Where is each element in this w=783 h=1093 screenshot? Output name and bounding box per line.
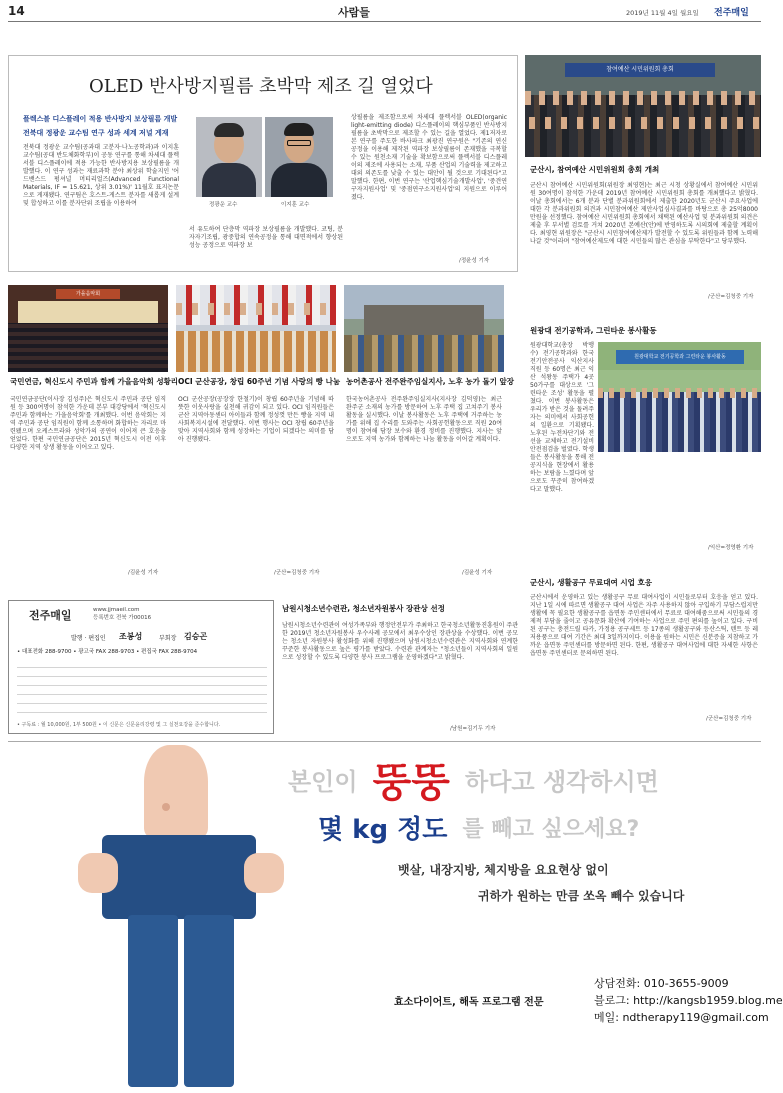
masthead-publisher-label: 발행 · 편집인 xyxy=(71,635,106,642)
concert-banner: 가을음악회 xyxy=(56,289,120,299)
bread-body: OCI 군산공장(공장장 한철기)이 창립 60주년을 기념해 따뜻한 이웃사랑을 실천해 귀감이 되고 있다. OCI 임직원들은 군산 지역아동센터 아이들과 함께 정성껏 만든 빵을 지역 내 사회복지시설에 전달했다. 이번 행사는 OCI 창립 60주년을 맞아 지역사회와 함께 성장하는 기업이 되겠다는 의미를 담아 진행됐다. xyxy=(178,396,334,443)
concert-photo xyxy=(8,285,168,372)
lead-subhead-2: 전북대 정광운 교수팀 연구 성과 세계 저널 게재 xyxy=(23,129,169,137)
masthead-footer: • 구독료 : 월 10,000원, 1부 500원 • 이 신문은 신문윤리강령 및 그 실천요강을 준수합니다. xyxy=(17,722,221,728)
masthead-logo: 전주매일 xyxy=(29,609,72,622)
concert-byline: /김윤성 기자 xyxy=(128,570,159,576)
ad-sub1: 뱃살, 내장지방, 체지방을 요요현상 없이 xyxy=(398,863,609,877)
namwon-byline: /남원=김기두 기자 xyxy=(450,726,496,732)
ad-email: 메일: ndtherapy119@gmail.com xyxy=(594,1011,769,1024)
namwon-body: 남원시청소년수련관이 여성가족부와 행정안전부가 주최하고 한국청소년활동진흥원이 주관한 2019년 청소년자원봉사 우수사례 공모에서 최우수상인 장관상을 수상했다. 이번 공모는 청소년 자원봉사 활성화를 위해 진행됐으며 남원시청소년수련관은 지역사회와 연계한 꾸준한 봉사활동으로 높은 평가를 받았다. 수련관 관계자는 "청소년들이 지역사회의 일원으로 성장할 수 있도록 다양한 봉사 프로그램을 운영하겠다"고 밝혔다. xyxy=(282,622,518,661)
page-number: 14 xyxy=(8,4,25,18)
lead-byline: /정윤성 기자 xyxy=(459,258,490,264)
gunsan-body: 군산시 참여예산 시민위원회(위원장 최영현)는 최근 시청 상황실에서 참여예산 시민위원 30여명이 참석한 가운데 2019년 참여예산 시민위원회 총회를 개최했다고 밝혔다. 이날 총회에서는 6개 분과 단별 분과위원회에서 제출한 2020년도 군산시 주요사업에 대한 각 분과위원회 의견과 시민참여예산 제안사업심사결과를 바탕으로 총 25억8000만원을 선정했다. 참여예산 시민위원회 총회에서 채택된 예산사업 및 분과위원회 의견은 제출 후 부서별 검토를 거쳐 2020년 본예산(안)에 반영하도록 시의회에 제출할 계획이다. 최영현 위원장은 "군산시 시민참여예산제가 발전할 수 있도록 위원들과 함께 노력해 나갈 것"이라며 "참여예산제도에 대한 시민들의 많은 관심을 부탁한다"고 당부했다. xyxy=(530,182,758,245)
ad-line2-post: 를 빼고 싶으세요? xyxy=(462,817,640,842)
wonkwang-headline: 원광대 전기공학과, 그린타운 봉사활동 xyxy=(530,326,657,335)
wonkwang-byline: /익산=정영환 기자 xyxy=(708,545,754,551)
tools-byline: /군산=김청중 기자 xyxy=(706,716,752,722)
farmhouse-headline: 농어촌공사 전주완주임실지사, 노후 농가 돌기 앞장 xyxy=(346,377,515,386)
concert-body: 국민연금공단(이사장 김성주)은 혁신도시 주민과 공단 임직원 등 300여명이 참석한 가운데 본부 대강당에서 '혁신도시 주민과 함께하는 가을음악회'를 개최했다. 이번 음악회는 지역 주민과 공단 임직원이 함께 소통하며 화합하는 자리로 마련됐으며 오케스트라와 성악가의 공연이 이어져 큰 호응을 얻었다. 한편 국민연금공단은 2015년 혁신도시 이전 이후 다양한 지역 상생 활동을 이어오고 있다. xyxy=(10,396,166,451)
namwon-headline: 남원시청소년수련관, 청소년자원봉사 장관상 선정 xyxy=(282,604,445,613)
portrait-photo-2 xyxy=(265,117,333,197)
wonkwang-banner: 원광대학교 전기공학과 그린타운 봉사활동 xyxy=(616,350,744,364)
tools-body: 군산시에서 운영하고 있는 생활공구 무료 대여사업이 시민들로부터 호응을 얻고 있다. 지난 1일 시에 따르면 생활공구 대여 사업은 자주 사용하지 않아 구입하기 부담스럽지만 생활에 꼭 필요한 생활공구를 읍면동 주민센터에서 무료로 대여해줌으로써 시민들의 경제적 부담을 줄이고 공유문화 확산에 기여하는 사업으로 주민 편의를 높이고 있다. 구비된 공구는 충전드릴 타카, 가정용 공구세트 등 17종의 생활공구와 등산스틱, 텐트 등 레저용품으로 대여 기간은 최대 3일까지이다. 이용을 원하는 시민은 신분증을 지참하고 가까운 읍면동 주민센터를 방문하면 된다. 한편, 생활공구 대여사업에 대한 자세한 사항은 읍면동 주민센터로 문의하면 된다. xyxy=(530,594,758,657)
masthead-editor-label: 부회장 xyxy=(159,635,177,642)
header-newspaper: 전주매일 xyxy=(714,8,749,18)
lead-subhead-1: 플렉스블 디스플레이 적용 반사방지 보상필름 개발 xyxy=(23,115,178,123)
ad-phone: 상담전화: 010-3655-9009 xyxy=(594,977,729,990)
farmhouse-byline: /김윤성 기자 xyxy=(462,570,493,576)
lead-headline: OLED 반사방지필름 초박막 제조 길 열었다 xyxy=(89,76,433,97)
bread-headline: OCI 군산공장, 창립 60주년 기념 사랑의 빵 나눔 xyxy=(178,377,341,386)
lead-body-col3: 상필름을 제조함으로써 차세대 플렉서블 OLED(organic light-emitting diode) 디스플레이의 핵심부품인 반사방지 필름을 초박막으로 제조할 수 있는 길을 열었다. 제1저자로 본 연구를 주도한 바사파크 최광진 연구원은 "기존의 연신 공정을 이용해 제작된 역파장 보상필름이 존재했을 극복할 수 있는 원천소재 기술을 확보함으로써 플렉서블 디스플레이의 제조에 사용되는 소재, 부품 산업의 기술력을 제고하고 대외 의존도를 낮출 수 있는 대안이 될 것으로 기대된다"고 말했다. 한편, 이번 연구는 '산업핵심기술개발사업', '중견연구자지원사업' 및 '중점연구소지원사업'의 지원으로 이루어졌다. xyxy=(351,114,507,201)
bread-photo xyxy=(176,285,336,372)
diet-ad xyxy=(8,745,783,1089)
header-date: 2019년 11월 4일 월요일 xyxy=(626,9,699,17)
lead-body-col1: 전북대 정광운 교수팀(공과대 고분자·나노공학과)과 이지훈 교수팀(공대 반도체화학부)이 공동 연구를 통해 차세대 플렉서블 디스플레이에 적용 가능한 반사방지용 보상필름을 개발했다. 이 연구 성과는 재료과학 분야 최상위 학술지인 '어드밴스드 펑셔널 머티리얼즈(Advanced Functional Materials, IF = 15.621, 상위 3.01%)' 11월호 표지논문으로 게재됐다. 연구팀은 호스트-게스트 분자를 새롭게 설계 및 합성하고 이를 분자단위 조립을 이용하여 xyxy=(23,144,179,207)
concert-headline: 국민연금, 혁신도시 주민과 함께 가을음악회 성황리 xyxy=(10,377,179,386)
masthead-contacts: • 대표전화 288-9700 • 광고국 FAX 288-9703 • 편집국 FAX 288-9704 xyxy=(17,649,198,655)
page-header xyxy=(8,4,761,20)
ad-rule xyxy=(8,741,761,742)
farmhouse-photo xyxy=(344,285,504,372)
farmhouse-body: 한국농어촌공사 전주완주임실지사(지사장 김덕영)는 최근 완주군 소재의 농가를 방문하여 노후 주택 집 고쳐주기 봉사활동을 실시했다. 이날 봉사활동은 노후 주택에 거주하는 농가를 위해 집 수리를 도와주는 사회공헌활동으로 직원 20여명이 참여해 담장 보수와 환경 정비를 진행했다. 지사는 앞으로도 지역 농가와 함께하는 나눔 활동을 이어갈 계획이다. xyxy=(346,396,502,443)
tools-headline: 군산시, 생활공구 무료대여 시업 호응 xyxy=(530,578,652,587)
wonkwang-body: 원광대학교(총장 박맹수) 전기공학과와 한국전기안전공사 익산지사 직원 등 60명은 최근 익산 석왕동 주택가 4곳 50가구를 대상으로 '그린타운 조성' 활동을 펼쳤다. 이번 봉사활동은 우리가 받은 것을 돌려주자는 의미에서 사회공헌의 일환으로 기획됐다. 노후된 누전차단기와 전선을 교체하고 전기설비 안전점검을 벌였다. 학생들은 봉사활동을 통해 전공지식을 현장에서 활용하는 보람을 느꼈다며 앞으로도 꾸준히 참여하겠다고 말했다. xyxy=(530,342,594,493)
gunsan-byline: /군산=김청중 기자 xyxy=(708,294,754,300)
wonkwang-body-continued xyxy=(530,456,758,526)
wonkwang-photo xyxy=(598,342,761,452)
ad-line1 xyxy=(288,751,659,808)
masthead-box xyxy=(8,600,274,734)
masthead-publisher: 조봉성 xyxy=(119,632,143,641)
header-rule xyxy=(8,21,761,22)
portrait-photo-1 xyxy=(196,117,262,197)
ad-tagline: 효소다이어트, 해독 프로그램 전문 xyxy=(394,997,544,1008)
gunsan-banner: 참여예산 시민위원회 총회 xyxy=(565,63,715,77)
ad-blog: 블로그: http://kangsb1959.blog.me xyxy=(594,994,783,1007)
lead-article xyxy=(8,55,518,272)
masthead-directory xyxy=(17,659,267,717)
woman-figure xyxy=(58,745,288,1089)
ad-line2-pre: 몇 kg 정도 xyxy=(318,815,448,845)
portrait-caption-2: 이지훈 교수 xyxy=(281,202,310,208)
masthead-site: www.jjmaeil.com xyxy=(93,607,140,613)
masthead-editor: 김승곤 xyxy=(184,632,208,641)
portrait-caption-1: 정광운 교수 xyxy=(209,202,238,208)
ad-line1-pre: 본인이 xyxy=(288,768,358,796)
bread-byline: /군산=김청중 기자 xyxy=(274,570,320,576)
ad-line1-big: 뚱뚱 xyxy=(372,760,450,806)
lead-body-col2: 서 유도하여 단층막 역파장 보상필름을 개발했다. 코팅, 분자자기조립, 광중합의 연속공정을 통해 대면적에서 향상된 성능 공정으로 역파장 보 xyxy=(189,226,343,249)
ad-sub2: 귀하가 원하는 만큼 쏘옥 빼수 있습니다 xyxy=(478,889,685,903)
masthead-reg: 등록번호 전북 가00016 xyxy=(93,615,152,621)
section-title: 사람들 xyxy=(338,6,370,19)
ad-line1-post: 하다고 생각하시면 xyxy=(465,768,659,796)
ad-line2 xyxy=(318,809,639,846)
gunsan-photo xyxy=(525,55,761,157)
gunsan-headline: 군산시, 참여예산 시민위원회 총회 개최 xyxy=(530,165,660,174)
